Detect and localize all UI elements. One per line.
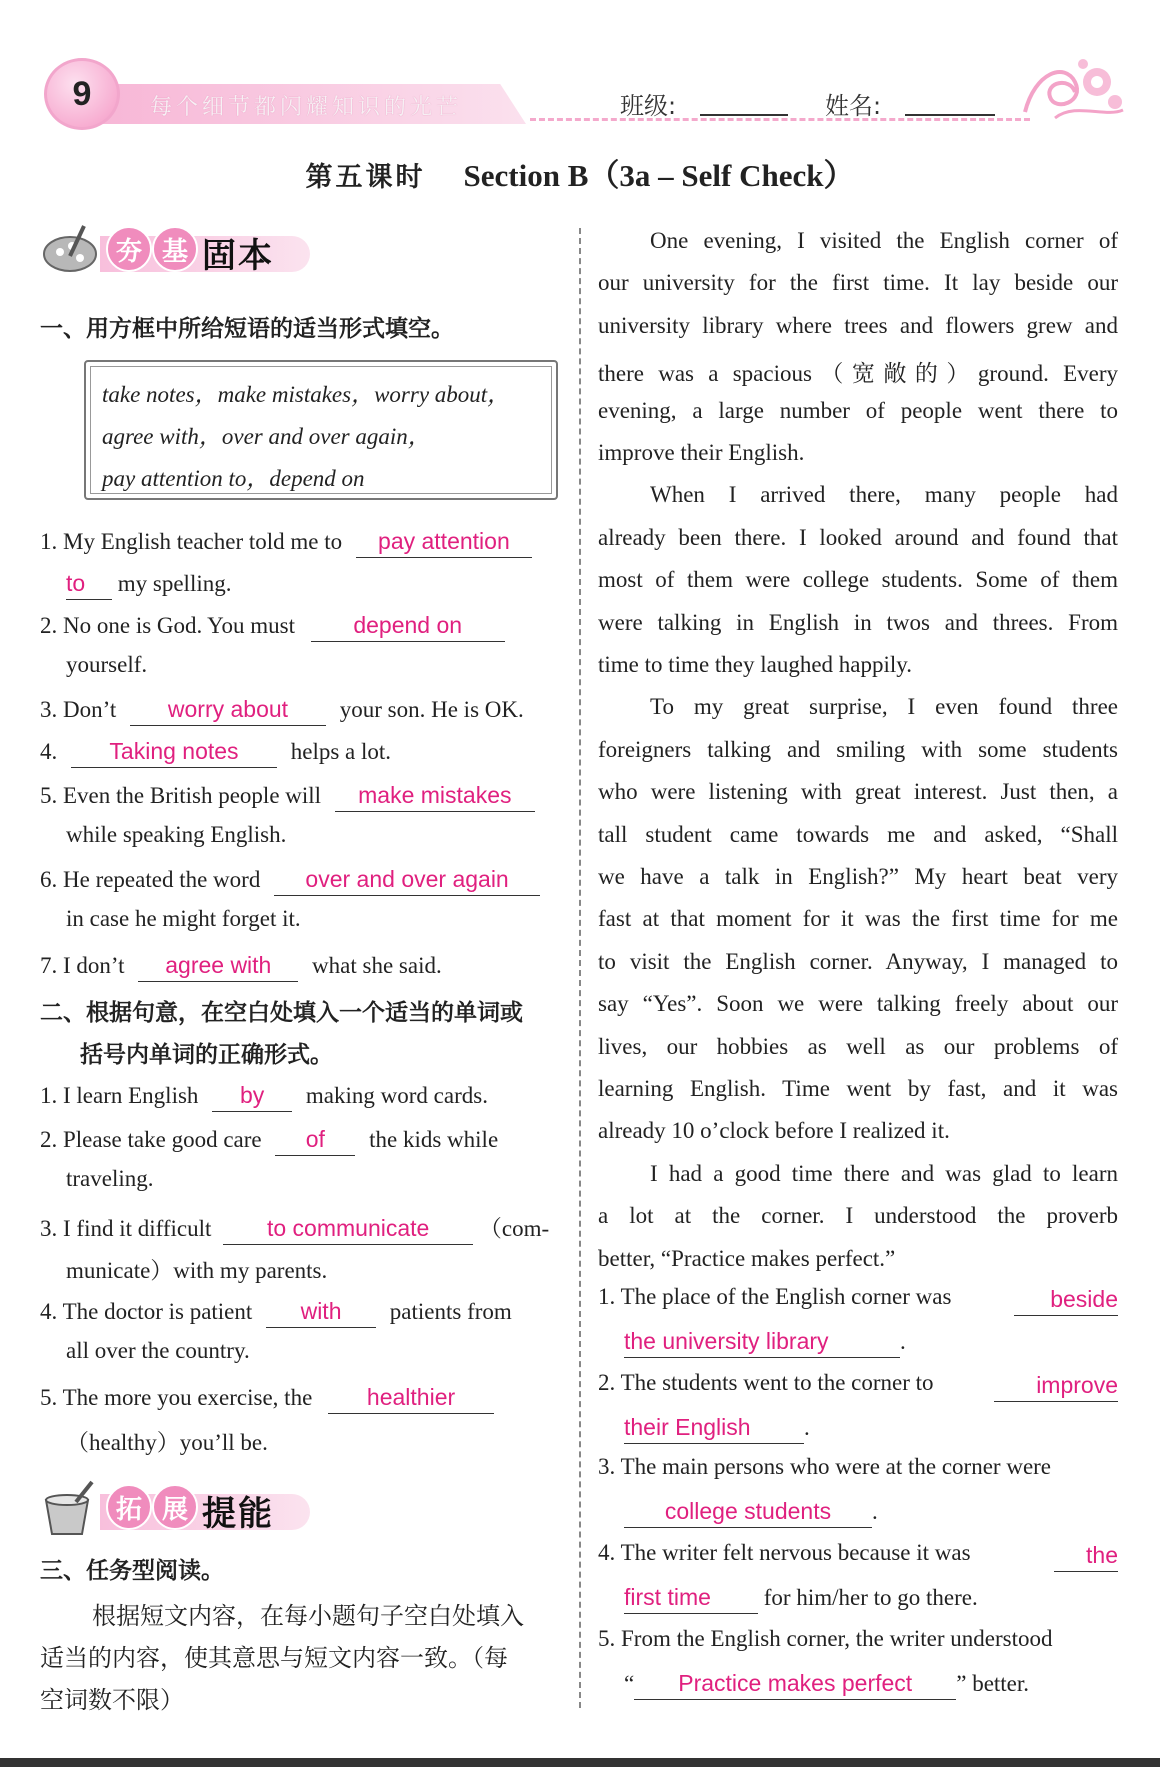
passage-line: time to time they laughed happily.	[598, 652, 913, 677]
r-q5-blank[interactable]	[634, 1668, 956, 1700]
p2-q5-line1	[40, 1382, 494, 1414]
phrase-box-line: take notes，make mistakes，worry about，	[102, 382, 511, 407]
phrase-box	[84, 360, 558, 500]
passage-line: learning English. Time went by fast, and it was	[598, 1076, 1118, 1101]
p1-q1-text: 1. My English teacher told me to	[40, 529, 343, 554]
p2-q1-answer: by	[240, 1082, 265, 1108]
lesson-title-cn: 第五课时	[305, 162, 426, 193]
p1-q2-line1	[40, 610, 505, 642]
passage-line: better, “Practice makes perfect.”	[598, 1245, 896, 1271]
r-q4-line2	[624, 1582, 978, 1614]
p2-q4-answer: with	[300, 1298, 342, 1324]
column-divider	[579, 228, 581, 1708]
r-q5-line2	[624, 1668, 1029, 1700]
r-q3-blank[interactable]	[624, 1496, 872, 1528]
p1-q7-text: 7. I don’t	[40, 953, 125, 978]
passage-line: improve their English.	[598, 440, 805, 465]
heading-text: 提能	[202, 1494, 274, 1534]
p1-q2-answer: depend on	[353, 612, 463, 638]
passage-line: say “Yes”. Soon we were talking freely about our	[598, 991, 1118, 1017]
passage-line: there was a spacious（宽敞的）ground. Every	[598, 361, 1118, 387]
p2-q2-blank[interactable]	[275, 1124, 355, 1156]
r-q4-answer2: first time	[624, 1584, 711, 1610]
passage-line: our university for the first time. It lay beside our	[598, 270, 1118, 296]
r-q1-blank1[interactable]	[1014, 1284, 1118, 1316]
passage-line: a lot at the corner. I understood the proverb	[598, 1203, 1118, 1229]
p1-q4-answer: Taking notes	[109, 738, 239, 764]
lesson-title	[0, 150, 1160, 195]
section-heading-extension	[40, 1480, 340, 1532]
bottom-bar	[0, 1758, 1160, 1767]
lesson-title-en: Section B（3a – Self Check）	[463, 158, 855, 193]
r-q4-blank2[interactable]	[624, 1582, 758, 1614]
part1-instruction: 一、用方框中所给短语的适当形式填空。	[40, 316, 454, 342]
page-number-badge	[44, 58, 120, 130]
p1-q7-text2: what she said.	[312, 953, 442, 978]
passage-line: One evening, I visited the English corner of	[650, 228, 1118, 253]
p2-q4-text: 4. The doctor is patient	[40, 1299, 253, 1324]
p1-q4-text: 4.	[40, 739, 58, 764]
p2-q3-line1	[40, 1210, 549, 1245]
passage-line: To my great surprise, I even found three	[650, 694, 1118, 720]
part3-instruction: 三、任务型阅读。	[40, 1558, 224, 1584]
p1-q7-answer: agree with	[165, 952, 272, 978]
p1-q6-blank[interactable]	[274, 864, 540, 896]
p2-q1-text2: making word cards.	[305, 1083, 488, 1108]
heading-char-1: 拓	[106, 1484, 152, 1530]
p2-q5-blank[interactable]	[328, 1382, 494, 1414]
p1-q1-text2: my spelling.	[117, 571, 232, 596]
heading-char-2: 基	[152, 226, 198, 272]
p1-q5-text: 5. Even the British people will	[40, 783, 322, 808]
r-q4-text2: for him/her to go there.	[763, 1585, 978, 1610]
p1-q7-line	[40, 950, 442, 982]
page-header	[0, 0, 1160, 140]
phrase-box-line: pay attention to，depend on	[102, 466, 365, 491]
r-q5-text: 5. From the English corner, the writer understood	[598, 1626, 1053, 1651]
p1-q1-line1	[40, 526, 532, 558]
p1-q3-blank[interactable]	[130, 694, 326, 726]
passage-line: already been there. I looked around and found that	[598, 524, 1118, 550]
p2-q4-text2: patients from	[389, 1299, 512, 1324]
p2-q5-text2: （healthy）you’ll be.	[66, 1430, 268, 1455]
p1-q1-answer1: pay attention	[378, 528, 510, 554]
r-q4-text: 4. The writer felt nervous because it was	[598, 1540, 971, 1565]
passage-line: were talking in English in twos and threes. From	[598, 609, 1118, 635]
p2-q1-blank[interactable]	[212, 1080, 292, 1112]
phrase-box-line: agree with，over and over again，	[102, 424, 431, 449]
r-q3-answer: college students	[664, 1498, 832, 1524]
passage-line: university library where trees and flowers grew and	[598, 312, 1118, 338]
p2-q3-text: 3. I find it difficult	[40, 1216, 212, 1241]
p1-q4-text2: helps a lot.	[290, 739, 392, 764]
r-q5-open-quote: “	[624, 1671, 635, 1696]
r-q1-line1	[598, 1284, 1118, 1316]
p2-q3-text2: （com-	[478, 1216, 550, 1241]
passage-line: most of them were college students. Some of them	[598, 567, 1118, 593]
class-label: 班级:	[620, 92, 677, 120]
passage-line: tall student came towards me and asked, “Shall	[598, 821, 1118, 847]
p1-q1-blank2[interactable]	[66, 568, 112, 600]
p1-q2-blank[interactable]	[311, 610, 505, 642]
heading-char-1: 夯	[106, 226, 152, 272]
r-q1-answer1: beside	[1050, 1286, 1118, 1312]
p2-q1-text: 1. I learn English	[40, 1083, 199, 1108]
r-q2-blank1[interactable]	[994, 1370, 1118, 1402]
part2-instruction-line1: 二、根据句意，在空白处填入一个适当的单词或	[40, 1000, 523, 1026]
p1-q1-line2	[66, 568, 231, 600]
p1-q2-text2: yourself.	[66, 652, 148, 677]
r-q2-answer2: their English	[624, 1414, 751, 1440]
p1-q5-text2: while speaking English.	[66, 822, 287, 847]
p1-q5-line1	[40, 780, 535, 812]
r-q3-text: 3. The main persons who were at the corner were	[598, 1454, 1052, 1479]
p2-q5-answer: healthier	[366, 1384, 456, 1410]
section-heading-foundation	[40, 222, 340, 274]
name-label: 姓名:	[825, 92, 882, 120]
p1-q6-text2: in case he might forget it.	[66, 906, 301, 931]
r-q3-line2	[624, 1496, 878, 1528]
p1-q1-blank1[interactable]	[356, 526, 532, 558]
p1-q6-line1	[40, 864, 540, 896]
p1-q5-blank[interactable]	[335, 780, 535, 812]
part3-desc-line1: 根据短文内容，在每小题句子空白处填入	[92, 1602, 524, 1630]
p2-q2-text: 2. Please take good care	[40, 1127, 262, 1152]
heading-char-2: 展	[152, 1484, 198, 1530]
passage-line: lives, our hobbies as well as our problems of	[598, 1033, 1118, 1059]
r-q2-text: 2. The students went to the corner to	[598, 1370, 934, 1395]
passage-line: we have a talk in English?” My heart beat very	[598, 864, 1118, 889]
passage-line: to visit the English corner. Anyway, I managed to	[598, 948, 1118, 974]
passage-line: fast at that moment for it was the first time for me	[598, 906, 1118, 932]
p2-q3-text3: municate）with my parents.	[66, 1258, 328, 1283]
p2-q4-text3: all over the country.	[66, 1338, 250, 1363]
r-q2-line1	[598, 1370, 1118, 1402]
passage-line: who were listening with great interest. Just then, a	[598, 779, 1118, 805]
p2-q2-text3: traveling.	[66, 1166, 154, 1191]
r-q4-blank1[interactable]	[1054, 1540, 1118, 1572]
flower-ornament-icon	[1015, 52, 1125, 124]
passage-line: I had a good time there and was glad to learn	[650, 1160, 1118, 1186]
p2-q4-blank[interactable]	[266, 1296, 376, 1328]
r-q1-text: 1. The place of the English corner was	[598, 1284, 952, 1309]
part2-instruction-line2: 括号内单词的正确形式。	[80, 1042, 333, 1068]
p2-q5-text: 5. The more you exercise, the	[40, 1385, 313, 1410]
part3-desc-line2: 适当的内容，使其意思与短文内容一致。（每	[40, 1644, 508, 1672]
p1-q3-text2: your son. He is OK.	[339, 697, 524, 722]
p1-q7-blank[interactable]	[138, 950, 298, 982]
r-q2-period: .	[804, 1415, 810, 1440]
r-q2-line2	[624, 1412, 810, 1444]
palette-icon	[40, 222, 104, 274]
r-q4-answer1: the	[1086, 1542, 1118, 1568]
header-dashed-line	[530, 118, 1030, 121]
passage-line: foreigners talking and smiling with some students	[598, 736, 1118, 762]
p1-q3-answer: worry about	[167, 696, 289, 722]
p2-q2-text2: the kids while	[369, 1127, 499, 1152]
p2-q4-line1	[40, 1296, 512, 1328]
p1-q6-text: 6. He repeated the word	[40, 867, 261, 892]
paint-bucket-icon	[40, 1480, 104, 1536]
header-slogan: 每个细节都闪耀知识的光芒	[150, 95, 463, 120]
p1-q1-answer2: to	[66, 570, 86, 596]
p1-q4-line	[40, 736, 391, 768]
p1-q3-text: 3. Don’t	[40, 697, 117, 722]
r-q5-close-quote: ”	[956, 1671, 967, 1696]
p1-q2-text: 2. No one is God. You must	[40, 613, 295, 638]
p2-q3-blank[interactable]	[223, 1213, 473, 1245]
page-number: 9	[72, 74, 92, 113]
r-q3-period: .	[872, 1499, 878, 1524]
p2-q3-answer: to communicate	[266, 1215, 430, 1241]
p2-q2-answer: of	[305, 1126, 325, 1152]
r-q2-answer1: improve	[1036, 1372, 1118, 1398]
r-q5-text2: better.	[972, 1671, 1030, 1696]
p2-q1-line	[40, 1080, 488, 1112]
heading-text: 固本	[202, 236, 274, 276]
r-q5-answer: Practice makes perfect	[678, 1670, 913, 1696]
passage-line: When I arrived there, many people had	[650, 482, 1118, 508]
p1-q5-answer: make mistakes	[358, 782, 512, 808]
p1-q3-line	[40, 694, 524, 726]
part3-desc-line3: 空词数不限）	[40, 1686, 184, 1714]
r-q1-blank2[interactable]	[624, 1326, 900, 1358]
r-q2-blank2[interactable]	[624, 1412, 804, 1444]
p2-q2-line1	[40, 1124, 498, 1156]
class-blank[interactable]	[700, 114, 788, 116]
passage-line: evening, a large number of people went there to	[598, 397, 1118, 423]
r-q1-period: .	[900, 1329, 906, 1354]
passage-line: already 10 o’clock before I realized it.	[598, 1118, 950, 1144]
r-q1-line2	[624, 1326, 906, 1358]
p1-q6-answer: over and over again	[305, 866, 509, 892]
p1-q4-blank[interactable]	[71, 736, 277, 768]
r-q4-line1	[598, 1540, 1118, 1572]
r-q1-answer2: the university library	[624, 1328, 829, 1354]
name-blank[interactable]	[905, 114, 995, 116]
